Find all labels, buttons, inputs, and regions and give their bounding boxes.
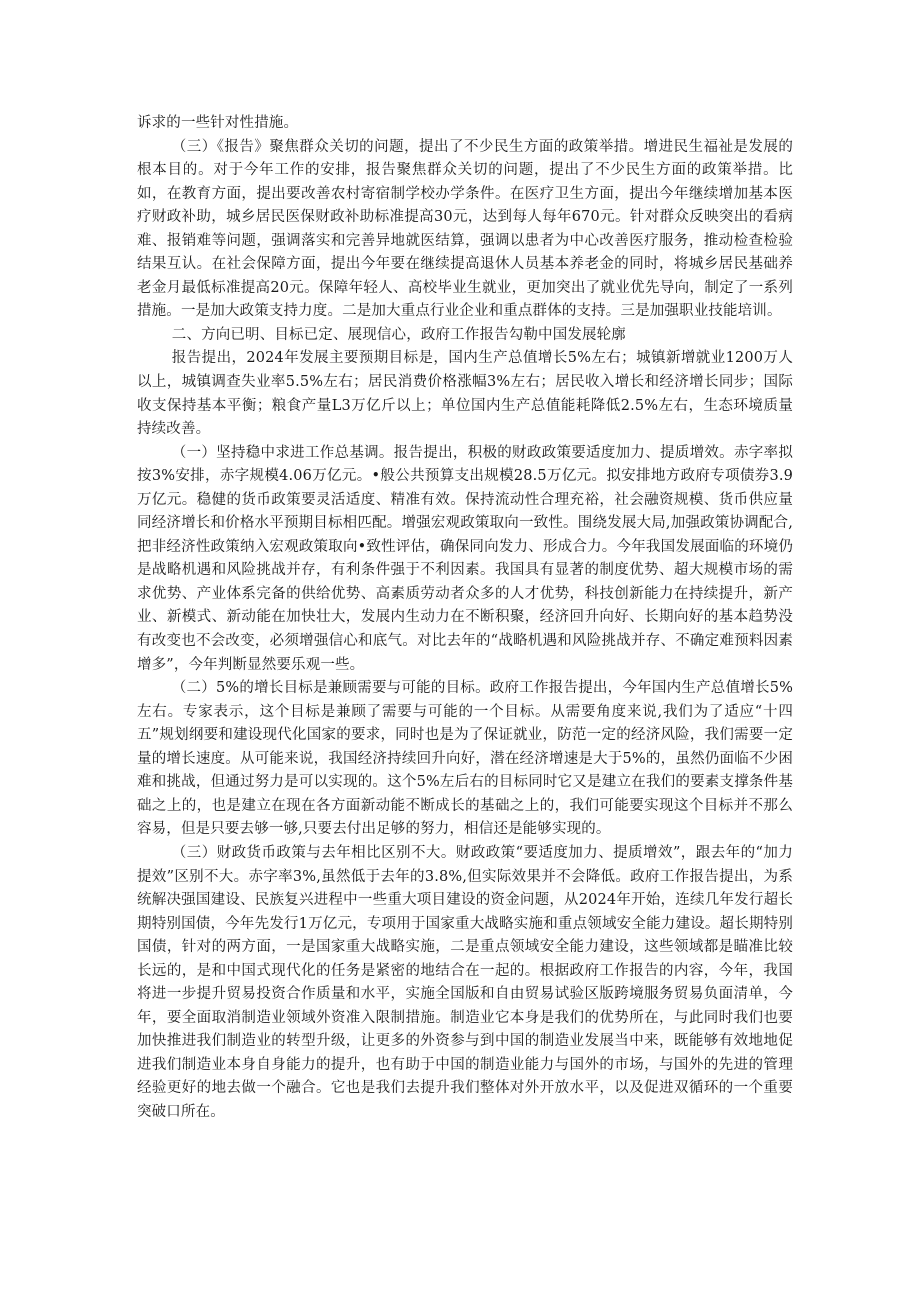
paragraph-growth-target: （二）5%的增长目标是兼顾需要与可能的目标。政府工作报告提出，今年国内生产总值增长5%左右。专家表示，这个目标是兼顾了需要与可能的一个目标。从需要角度来说,我们为了适应“十四五”规划纲要和建设现代化国家的要求，同时也是为了保证就业，防范一定的经济风险，我们需要一定量的增长速度。从可能来说，我国经济持续回升向好，潜在经济增速是大于5%的，虽然仍面临不少困难和挑战，但通过努力是可以实现的。这个5%左后右的目标同时它又是建立在我们的要素支撑条件基础之上的，也是建立在现在各方面新动能不断成长的基础之上的，我们可能要实现这个目标并不那么容易，但是只要去够一够,只要去付出足够的努力，相信还是能够实现的。 — [137, 680, 793, 838]
paragraph-steady-progress: （一）坚持稳中求进工作总基调。报告提出，积极的财政政策要适度加力、提质增效。赤字率拟按3%安排，赤字规模4.06万亿元。•般公共预算支出规模28.5万亿元。拟安排地方政府专项债券3.9万亿元。稳健的货币政策要灵活适度、精准有效。保持流动性合理充裕，社会融资规模、货币供应量同经济增长和价格水平预期目标相匹配。增强宏观政策取向一致性。围绕发展大局,加强政策协调配合,把非经济性政策纳入宏观政策取向•致性评估，确保同向发力、形成合力。今年我国发展面临的环境仍是战略机遇和风险挑战并存，有利条件强于不利因素。我国具有显著的制度优势、超大规模市场的需求优势、产业体系完备的供给优势、高素质劳动者众多的人才优势，科技创新能力在持续提升，新产业、新模式、新动能在加快壮大，发展内生动力在不断积聚，经济回升向好、长期向好的基本趋势没有改变也不会改变，必须增强信心和底气。对比去年的“战略机遇和风险挑战并存、不确定难预料因素增多”，今年判断显然要乐观一些。 — [137, 444, 793, 673]
paragraph-continuation: 诉求的一些针对性措施。 — [137, 115, 299, 131]
section-heading-2: 二、方向已明、目标已定、展现信心，政府工作报告勾勒中国发展轮廓 — [171, 326, 626, 343]
paragraph-fiscal-monetary: （三）财政货币政策与去年相比区别不大。财政政策“要适度加力、提质增效”，跟去年的“加力提效”区别不大。赤字率3%,虽然低于去年的3.8%,但实际效果并不会降低。政府工作报告提出，为系统解决强国建设、民族复兴进程中一些重大项目建设的资金问题，从2024年开始，连续几年发行超长期特别国债，今年先发行1万亿元，专项用于国家重大战略实施和重点领域安全能力建设。超长期特别国债，针对的两方面，一是国家重大战略实施，二是重点领域安全能力建设，这些领域都是瞄准比较长远的，是和中国式现代化的任务是紧密的地结合在一起的。根据政府工作报告的内容，今年，我国将进一步提升贸易投资合作质量和水平，实施全国版和自由贸易试验区版跨境服务贸易负面清单，今年，要全面取消制造业领域外资准入限制措施。制造业它本身是我们的优势所在，与此同时我们也要加快推进我们制造业的转型升级，让更多的外资参与到中国的制造业发展当中来，既能够有效地地促进我们制造业本身自身能力的提升，也有助于中国的制造业能力与国外的市场，与国外的先进的管理经验更好的地去做一个融合。它也是我们去提升我们整体对外开放水平，以及促进双循环的一个重要突破口所在。 — [137, 844, 793, 1120]
paragraph-2024-targets: 报告提出，2024年发展主要预期目标是，国内生产总值增长5%左右；城镇新增就业1200万人以上，城镇调查失业率5.5%左右；居民消费价格涨幅3%左右；居民收入增长和经济增长同步；国际收支保持基本平衡；粮食产量L3万亿斤以上；单位国内生产总值能耗降低2.5%左右，生态环境质量持续改善。 — [137, 350, 793, 438]
paragraph-livelihood-measures: （三）《报告》聚焦群众关切的问题，提出了不少民生方面的政策举措。增进民生福祉是发展的根本目的。对于今年工作的安排，报告聚焦群众关切的问题，提出了不少民生方面的政策举措。比如，在教育方面，提出要改善农村寄宿制学校办学条件。在医疗卫生方面，提出今年继续增加基本医疗财政补助，城乡居民医保财政补助标准提高30元，达到每人每年670元。针对群众反映突出的看病难、报销难等问题，强调落实和完善异地就医结算，强调以患者为中心改善医疗服务，推动检查检验结果互认。在社会保障方面，提出今年要在继续提高退休人员基本养老金的同时，将城乡居民基础养老金月最低标准提高20元。保障年轻人、高校毕业生就业，更加突出了就业优先导向，制定了一系列措施。一是加大政策支持力度。二是加大重点行业企业和重点群体的支持。三是加强职业技能培训。 — [137, 138, 793, 320]
document-body — [137, 112, 793, 1125]
